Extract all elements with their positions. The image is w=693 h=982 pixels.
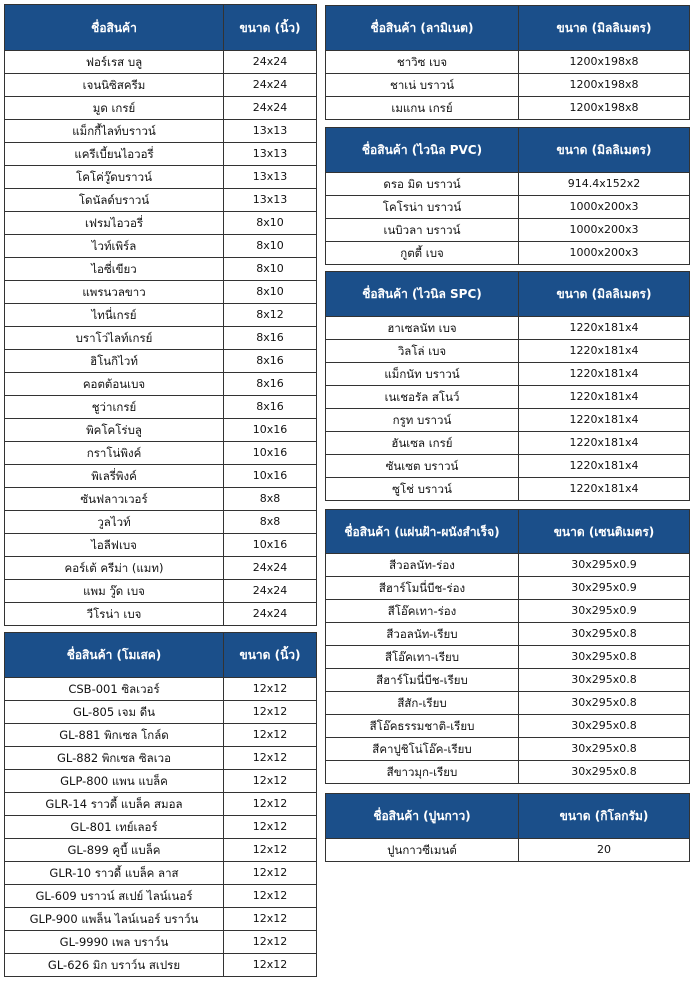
- header-name: ชื่อสินค้า (โมเสค): [5, 633, 224, 678]
- product-size: 8x8: [224, 488, 317, 511]
- table-row: [5, 235, 317, 258]
- product-size: 1000x200x3: [519, 219, 690, 242]
- product-size: 1220x181x4: [519, 340, 690, 363]
- product-size: 13x13: [224, 189, 317, 212]
- product-name: สีวอลนัท-ร่อง: [326, 554, 519, 577]
- table-row: [326, 386, 690, 409]
- table-row: [5, 557, 317, 580]
- table-row: [326, 340, 690, 363]
- product-name: ไวท์เพิร์ล: [5, 235, 224, 258]
- header-name: ชื่อสินค้า (ลามิเนต): [326, 6, 519, 51]
- table-row: [5, 701, 317, 724]
- table-row: [5, 373, 317, 396]
- product-name: สีโอ๊คเทา-ร่อง: [326, 600, 519, 623]
- product-name: กราโน่พิงค์: [5, 442, 224, 465]
- product-size: 20: [519, 839, 690, 862]
- product-size: 1220x181x4: [519, 363, 690, 386]
- table-row: [5, 747, 317, 770]
- table-row: [5, 931, 317, 954]
- product-name: ชูว่าเกรย์: [5, 396, 224, 419]
- product-size: 12x12: [224, 793, 317, 816]
- product-name: GLP-800 แพน แบล็ค: [5, 770, 224, 793]
- product-size: 24x24: [224, 580, 317, 603]
- product-size: 8x8: [224, 511, 317, 534]
- product-name: สีฮาร์โมนี่บีช-เรียบ: [326, 669, 519, 692]
- table-row: [326, 173, 690, 196]
- product-name: คอร์เต้ ครีม่า (แมท): [5, 557, 224, 580]
- product-name: ชาเน่ บราวน์: [326, 74, 519, 97]
- laminate-table: [325, 5, 690, 120]
- table-row: [5, 396, 317, 419]
- panels-table: [325, 509, 690, 784]
- product-name: กูตตี้ เบจ: [326, 242, 519, 265]
- product-name: สีคาปูชิโน่โอ๊ค-เรียบ: [326, 738, 519, 761]
- product-size: 8x16: [224, 327, 317, 350]
- table-row: [5, 74, 317, 97]
- product-size: 10x16: [224, 419, 317, 442]
- table-row: [326, 196, 690, 219]
- product-name: เนเชอรัล สโนว์: [326, 386, 519, 409]
- product-name: สีฮาร์โมนี่บีช-ร่อง: [326, 577, 519, 600]
- table-row: [326, 363, 690, 386]
- header-name: ชื่อสินค้า (ไวนิล PVC): [326, 128, 519, 173]
- product-name: สีสัก-เรียบ: [326, 692, 519, 715]
- product-name: พิคโคโร่บลู: [5, 419, 224, 442]
- product-name: ไทนี่เกรย์: [5, 304, 224, 327]
- tiles-table: [4, 4, 317, 626]
- product-name: แม็กนัท บราวน์: [326, 363, 519, 386]
- product-size: 1000x200x3: [519, 242, 690, 265]
- header-size: ขนาด (นิ้ว): [224, 5, 317, 51]
- product-size: 30x295x0.8: [519, 738, 690, 761]
- product-size: 1220x181x4: [519, 409, 690, 432]
- product-name: ฮาเซลนัท เบจ: [326, 317, 519, 340]
- table-row: [5, 839, 317, 862]
- product-size: 30x295x0.8: [519, 646, 690, 669]
- product-size: 10x16: [224, 442, 317, 465]
- product-name: GLP-900 แพล็น ไลน์เนอร์ บราว์น: [5, 908, 224, 931]
- product-name: GL-609 บราวน์ สเปย์ ไลน์เนอร์: [5, 885, 224, 908]
- product-size: 12x12: [224, 678, 317, 701]
- product-size: 8x10: [224, 281, 317, 304]
- header-size: ขนาด (นิ้ว): [224, 633, 317, 678]
- table-row: [5, 350, 317, 373]
- table-row: [326, 600, 690, 623]
- product-size: 12x12: [224, 885, 317, 908]
- product-name: วิลโล่ เบจ: [326, 340, 519, 363]
- product-size: 24x24: [224, 557, 317, 580]
- product-size: 13x13: [224, 166, 317, 189]
- product-size: 12x12: [224, 931, 317, 954]
- table-row: [326, 839, 690, 862]
- table-row: [5, 603, 317, 626]
- product-name: แม็กกี้ไลท์บราวน์: [5, 120, 224, 143]
- product-name: GLR-14 ราวดี้ แบล็ค สมอล: [5, 793, 224, 816]
- table-row: [5, 281, 317, 304]
- product-name: แครีเบี้ยนไอวอรี่: [5, 143, 224, 166]
- table-row: [5, 327, 317, 350]
- table-row: [5, 166, 317, 189]
- header-name: ชื่อสินค้า (แผ่นฝ้า-ผนังสำเร็จ): [326, 510, 519, 554]
- product-name: สีวอลนัท-เรียบ: [326, 623, 519, 646]
- header-name: ชื่อสินค้า (ไวนิล SPC): [326, 272, 519, 317]
- product-size: 30x295x0.9: [519, 600, 690, 623]
- product-name: แพม วู๊ด เบจ: [5, 580, 224, 603]
- product-name: โดนัลด์บราวน์: [5, 189, 224, 212]
- table-row: [5, 419, 317, 442]
- product-name: GL-9990 เพล บราว์น: [5, 931, 224, 954]
- table-row: [326, 409, 690, 432]
- product-name: ไอซี่เขียว: [5, 258, 224, 281]
- table-row: [5, 770, 317, 793]
- table-row: [5, 304, 317, 327]
- table-row: [5, 678, 317, 701]
- product-name: สีโอ๊คธรรมชาติ-เรียบ: [326, 715, 519, 738]
- product-name: ฟอร์เรส บลู: [5, 51, 224, 74]
- product-name: ดรอ มิด บราวน์: [326, 173, 519, 196]
- product-size: 8x10: [224, 258, 317, 281]
- table-row: [326, 692, 690, 715]
- table-row: [326, 317, 690, 340]
- product-size: 12x12: [224, 724, 317, 747]
- vinyl-spc-table: [325, 271, 690, 501]
- header-size: ขนาด (มิลลิเมตร): [519, 6, 690, 51]
- product-size: 8x16: [224, 396, 317, 419]
- product-size: 12x12: [224, 816, 317, 839]
- product-name: แพรนวลขาว: [5, 281, 224, 304]
- table-row: [5, 189, 317, 212]
- product-size: 30x295x0.8: [519, 715, 690, 738]
- table-row: [326, 97, 690, 120]
- table-row: [326, 219, 690, 242]
- product-size: 8x16: [224, 350, 317, 373]
- header-size: ขนาด (มิลลิเมตร): [519, 272, 690, 317]
- product-size: 10x16: [224, 534, 317, 557]
- table-row: [326, 715, 690, 738]
- product-name: GLR-10 ราวดี้ แบล็ค ลาส: [5, 862, 224, 885]
- table-row: [326, 646, 690, 669]
- table-row: [5, 442, 317, 465]
- product-size: 12x12: [224, 839, 317, 862]
- product-size: 1200x198x8: [519, 51, 690, 74]
- table-row: [5, 793, 317, 816]
- product-name: เมแกน เกรย์: [326, 97, 519, 120]
- product-size: 1200x198x8: [519, 74, 690, 97]
- product-name: คอตต้อนเบจ: [5, 373, 224, 396]
- product-size: 1000x200x3: [519, 196, 690, 219]
- mosaic-table: [4, 632, 317, 977]
- table-row: [326, 432, 690, 455]
- product-name: ปูนกาวซีเมนต์: [326, 839, 519, 862]
- product-name: พิเลรี่พิงค์: [5, 465, 224, 488]
- product-size: 1220x181x4: [519, 386, 690, 409]
- product-name: ไอลีฟเบจ: [5, 534, 224, 557]
- product-name: CSB-001 ซิลเวอร์: [5, 678, 224, 701]
- table-row: [5, 885, 317, 908]
- header-size: ขนาด (กิโลกรัม): [519, 794, 690, 839]
- product-size: 30x295x0.8: [519, 761, 690, 784]
- table-row: [326, 669, 690, 692]
- product-name: GL-899 คูบี้ แบล็ค: [5, 839, 224, 862]
- product-size: 12x12: [224, 908, 317, 931]
- product-size: 24x24: [224, 51, 317, 74]
- product-size: 13x13: [224, 120, 317, 143]
- product-name: เนบิวลา บราวน์: [326, 219, 519, 242]
- header-size: ขนาด (มิลลิเมตร): [519, 128, 690, 173]
- product-name: ฮันเซล เกรย์: [326, 432, 519, 455]
- table-row: [5, 724, 317, 747]
- product-name: GL-882 พิกเซล ซิลเวอ: [5, 747, 224, 770]
- product-name: ซันเซต บราวน์: [326, 455, 519, 478]
- product-name: เจนนิซิสครีม: [5, 74, 224, 97]
- table-row: [5, 511, 317, 534]
- product-name: สีโอ๊คเทา-เรียบ: [326, 646, 519, 669]
- product-name: ชาวิซ เบจ: [326, 51, 519, 74]
- product-size: 24x24: [224, 74, 317, 97]
- product-name: GL-881 พิกเซล โกล์ด: [5, 724, 224, 747]
- table-row: [5, 580, 317, 603]
- product-size: 30x295x0.9: [519, 554, 690, 577]
- table-row: [326, 761, 690, 784]
- table-row: [326, 455, 690, 478]
- product-name: ซันฟลาวเวอร์: [5, 488, 224, 511]
- product-name: GL-805 เจม ดีน: [5, 701, 224, 724]
- product-size: 12x12: [224, 954, 317, 977]
- table-row: [5, 120, 317, 143]
- product-name: โคโค่วู๊ดบราวน์: [5, 166, 224, 189]
- product-name: สีขาวมุก-เรียบ: [326, 761, 519, 784]
- product-size: 8x12: [224, 304, 317, 327]
- table-row: [5, 488, 317, 511]
- product-size: 1200x198x8: [519, 97, 690, 120]
- product-name: เฟรมไอวอรี่: [5, 212, 224, 235]
- product-size: 12x12: [224, 701, 317, 724]
- product-name: GL-801 เทย์เลอร์: [5, 816, 224, 839]
- table-row: [326, 478, 690, 501]
- header-name: ชื่อสินค้า: [5, 5, 224, 51]
- product-size: 30x295x0.8: [519, 623, 690, 646]
- table-row: [5, 143, 317, 166]
- table-row: [326, 51, 690, 74]
- product-size: 12x12: [224, 862, 317, 885]
- product-name: บราโว่ไลท์เกรย์: [5, 327, 224, 350]
- product-size: 914.4x152x2: [519, 173, 690, 196]
- table-row: [5, 97, 317, 120]
- product-size: 30x295x0.8: [519, 669, 690, 692]
- table-row: [5, 908, 317, 931]
- product-size: 8x10: [224, 212, 317, 235]
- table-row: [5, 258, 317, 281]
- product-size: 8x16: [224, 373, 317, 396]
- product-size: 1220x181x4: [519, 432, 690, 455]
- table-row: [326, 554, 690, 577]
- product-size: 24x24: [224, 97, 317, 120]
- product-size: 10x16: [224, 465, 317, 488]
- table-row: [5, 862, 317, 885]
- table-row: [326, 242, 690, 265]
- product-name: GL-626 มิก บราว์น สเปรย: [5, 954, 224, 977]
- table-row: [5, 51, 317, 74]
- product-size: 1220x181x4: [519, 455, 690, 478]
- product-size: 30x295x0.8: [519, 692, 690, 715]
- product-name: วูลไวท์: [5, 511, 224, 534]
- product-name: กรูท บราวน์: [326, 409, 519, 432]
- table-row: [326, 74, 690, 97]
- product-size: 12x12: [224, 770, 317, 793]
- product-name: มูด เกรย์: [5, 97, 224, 120]
- table-row: [5, 954, 317, 977]
- product-size: 24x24: [224, 603, 317, 626]
- table-row: [326, 738, 690, 761]
- product-size: 30x295x0.9: [519, 577, 690, 600]
- table-row: [5, 816, 317, 839]
- product-name: วีโรน่า เบจ: [5, 603, 224, 626]
- header-name: ชื่อสินค้า (ปูนกาว): [326, 794, 519, 839]
- product-size: 12x12: [224, 747, 317, 770]
- product-size: 13x13: [224, 143, 317, 166]
- table-row: [5, 212, 317, 235]
- product-size: 1220x181x4: [519, 478, 690, 501]
- table-row: [326, 623, 690, 646]
- table-row: [326, 577, 690, 600]
- product-size: 8x10: [224, 235, 317, 258]
- product-name: โคโรน่า บราวน์: [326, 196, 519, 219]
- table-row: [5, 534, 317, 557]
- product-name: ฮิโนกิไวท์: [5, 350, 224, 373]
- product-size: 1220x181x4: [519, 317, 690, 340]
- adhesive-table: [325, 793, 690, 862]
- table-row: [5, 465, 317, 488]
- product-name: ซูโช่ บราวน์: [326, 478, 519, 501]
- vinyl-pvc-table: [325, 127, 690, 265]
- header-size: ขนาด (เซนติเมตร): [519, 510, 690, 554]
